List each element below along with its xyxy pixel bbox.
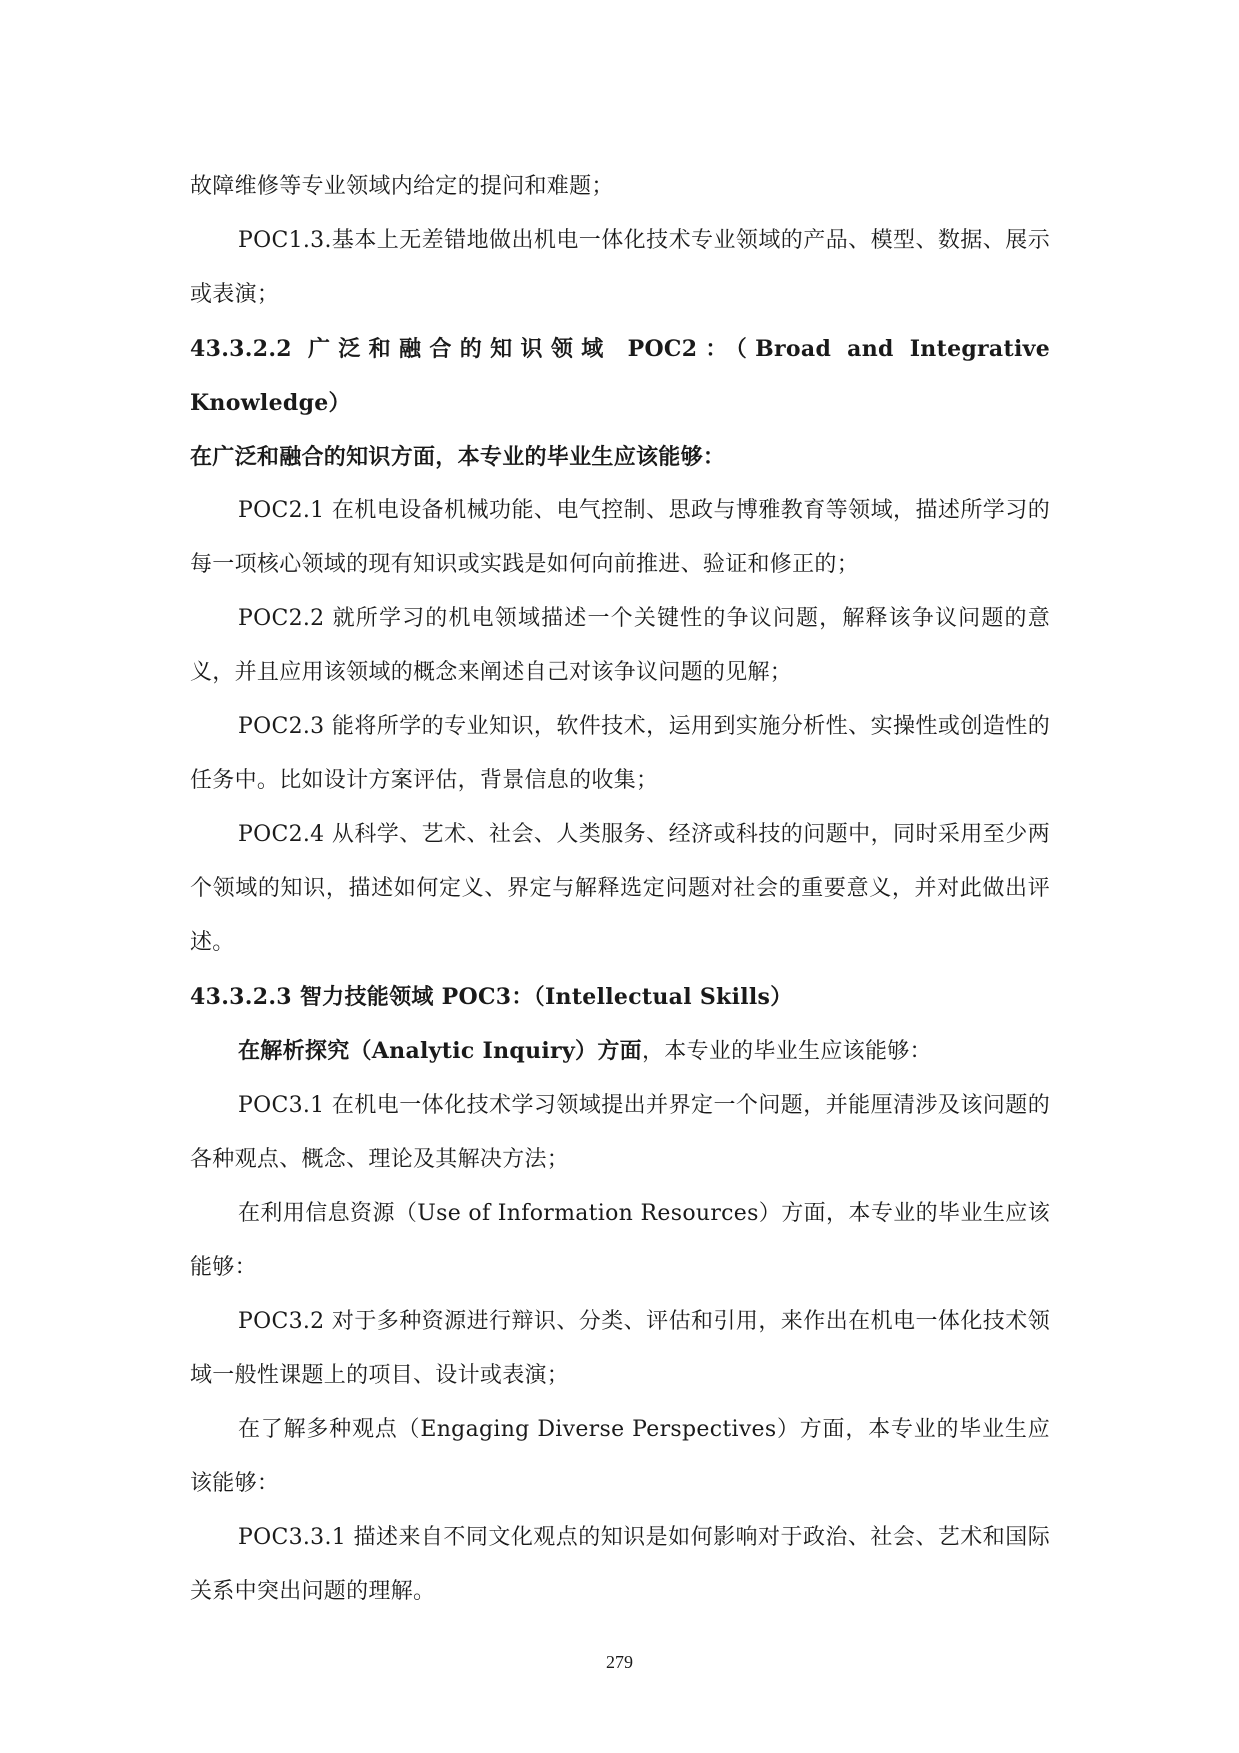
- analytic-inquiry-label: 在解析探究（Analytic Inquiry）方面: [238, 1038, 642, 1064]
- paragraph-poc1-3: POC1.3.基本上无差错地做出机电一体化技术专业领域的产品、模型、数据、展示或表演；: [190, 228, 1050, 307]
- paragraph-poc3-2: POC3.2 对于多种资源进行辩识、分类、评估和引用，来作出在机电一体化技术领域一般性课题上的项目、设计或表演；: [190, 1309, 1050, 1388]
- paragraph-poc3-1: POC3.1 在机电一体化技术学习领域提出并界定一个问题，并能厘清涉及该问题的各种观点、概念、理论及其解决方法；: [190, 1093, 1050, 1172]
- subheading-broad-knowledge: 在广泛和融合的知识方面，本专业的毕业生应该能够：: [190, 444, 726, 470]
- page-number: 279: [606, 1652, 633, 1672]
- paragraph-poc2-2: POC2.2 就所学习的机电领域描述一个关键性的争议问题，解释该争议问题的意义，并且应用该领域的概念来阐述自己对该争议问题的见解；: [190, 606, 1050, 685]
- section-heading-poc3: 43.3.2.3 智力技能领域 POC3：（Intellectual Skills）: [190, 984, 793, 1010]
- paragraph-poc2-3: POC2.3 能将所学的专业知识，软件技术，运用到实施分析性、实操性或创造性的任务中。比如设计方案评估，背景信息的收集；: [190, 714, 1050, 793]
- analytic-inquiry-rest: ，本专业的毕业生应该能够：: [641, 1039, 932, 1064]
- paragraph-poc2-4: POC2.4 从科学、艺术、社会、人类服务、经济或科技的问题中，同时采用至少两个领域的知识，描述如何定义、界定与解释选定问题对社会的重要意义，并对此做出评述。: [190, 822, 1050, 955]
- paragraph-analytic-inquiry: [190, 1024, 1050, 1079]
- paragraph-poc2-1: POC2.1 在机电设备机械功能、电气控制、思政与博雅教育等领域，描述所学习的每一项核心领域的现有知识或实践是如何向前推进、验证和修正的；: [190, 498, 1050, 577]
- paragraph-fault-repair: 故障维修等专业领域内给定的提问和难题；: [190, 174, 614, 199]
- paragraph-information-resources: 在利用信息资源（Use of Information Resources）方面，本专业的毕业生应该能够：: [190, 1201, 1050, 1280]
- document-body: [190, 160, 1050, 1619]
- paragraph-poc3-3-1: POC3.3.1 描述来自不同文化观点的知识是如何影响对于政治、社会、艺术和国际关系中突出问题的理解。: [190, 1525, 1050, 1604]
- paragraph-diverse-perspectives: 在了解多种观点（Engaging Diverse Perspectives）方面，本专业的毕业生应该能够：: [190, 1417, 1050, 1496]
- section-heading-poc2: 43.3.2.2 广泛和融合的知识领域 POC2：（Broad and Integrative Knowledge）: [190, 336, 1050, 416]
